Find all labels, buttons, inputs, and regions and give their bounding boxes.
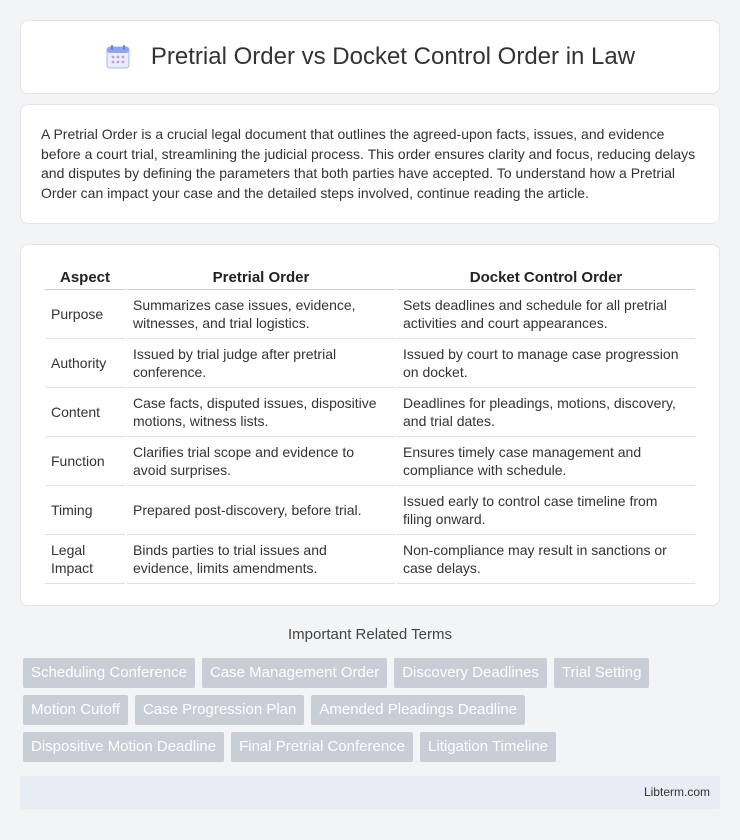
docket-cell: Non-compliance may result in sanctions or case delays. bbox=[397, 535, 695, 584]
related-term-tag[interactable]: Litigation Timeline bbox=[420, 732, 556, 762]
docket-cell: Deadlines for pleadings, motions, discovery, and trial dates. bbox=[397, 388, 695, 437]
pretrial-cell: Clarifies trial scope and evidence to avoid surprises. bbox=[127, 437, 395, 486]
docket-cell: Issued early to control case timeline from filing onward. bbox=[397, 486, 695, 535]
pretrial-cell: Case facts, disputed issues, dispositive motions, witness lists. bbox=[127, 388, 395, 437]
header-card bbox=[20, 20, 720, 94]
calendar-icon bbox=[105, 44, 131, 70]
intro-paragraph: A Pretrial Order is a crucial legal document that outlines the agreed-upon facts, issues, and evidence before a court trial, streamlining the judicial process. This order ensures clarity and focus, reducing delays and disputes by defining the parameters that both parties have accepted. To understand how a Pretrial Order can impact your case and the detailed steps involved, continue reading the article. bbox=[41, 126, 696, 201]
header-docket-control-order: Docket Control Order bbox=[397, 265, 695, 290]
aspect-cell: Content bbox=[45, 388, 125, 437]
related-term-tag[interactable]: Dispositive Motion Deadline bbox=[23, 732, 224, 762]
related-term-tag[interactable]: Amended Pleadings Deadline bbox=[311, 695, 525, 725]
related-terms-list bbox=[23, 658, 723, 762]
table-header-row bbox=[45, 265, 695, 290]
aspect-cell: Purpose bbox=[45, 290, 125, 339]
pretrial-cell: Issued by trial judge after pretrial conference. bbox=[127, 339, 395, 388]
docket-cell: Issued by court to manage case progression on docket. bbox=[397, 339, 695, 388]
pretrial-cell: Binds parties to trial issues and evidence, limits amendments. bbox=[127, 535, 395, 584]
header-aspect: Aspect bbox=[45, 265, 125, 290]
comparison-card bbox=[20, 244, 720, 606]
aspect-cell: Timing bbox=[45, 486, 125, 535]
related-term-tag[interactable]: Trial Setting bbox=[554, 658, 649, 688]
table-row bbox=[45, 290, 695, 339]
related-term-tag[interactable]: Discovery Deadlines bbox=[394, 658, 547, 688]
related-term-tag[interactable]: Scheduling Conference bbox=[23, 658, 195, 688]
aspect-cell: Function bbox=[45, 437, 125, 486]
table-row bbox=[45, 486, 695, 535]
aspect-cell: Authority bbox=[45, 339, 125, 388]
footer bbox=[20, 776, 720, 809]
comparison-table bbox=[43, 265, 697, 584]
footer-site-link[interactable]: Libterm.com bbox=[643, 785, 710, 799]
related-term-tag[interactable]: Final Pretrial Conference bbox=[231, 732, 413, 762]
pretrial-cell: Prepared post-discovery, before trial. bbox=[127, 486, 395, 535]
table-row bbox=[45, 388, 695, 437]
related-terms-title: Important Related Terms bbox=[288, 626, 452, 643]
table-row bbox=[45, 535, 695, 584]
table-row bbox=[45, 437, 695, 486]
related-term-tag[interactable]: Case Management Order bbox=[202, 658, 387, 688]
page-title: Pretrial Order vs Docket Control Order in Law bbox=[150, 43, 636, 70]
related-term-tag[interactable]: Motion Cutoff bbox=[23, 695, 128, 725]
header-pretrial-order: Pretrial Order bbox=[127, 265, 395, 290]
pretrial-cell: Summarizes case issues, evidence, witnesses, and trial logistics. bbox=[127, 290, 395, 339]
aspect-cell: Legal Impact bbox=[45, 535, 125, 584]
docket-cell: Ensures timely case management and compliance with schedule. bbox=[397, 437, 695, 486]
intro-card bbox=[20, 104, 720, 224]
docket-cell: Sets deadlines and schedule for all pretrial activities and court appearances. bbox=[397, 290, 695, 339]
related-term-tag[interactable]: Case Progression Plan bbox=[135, 695, 304, 725]
table-row bbox=[45, 339, 695, 388]
